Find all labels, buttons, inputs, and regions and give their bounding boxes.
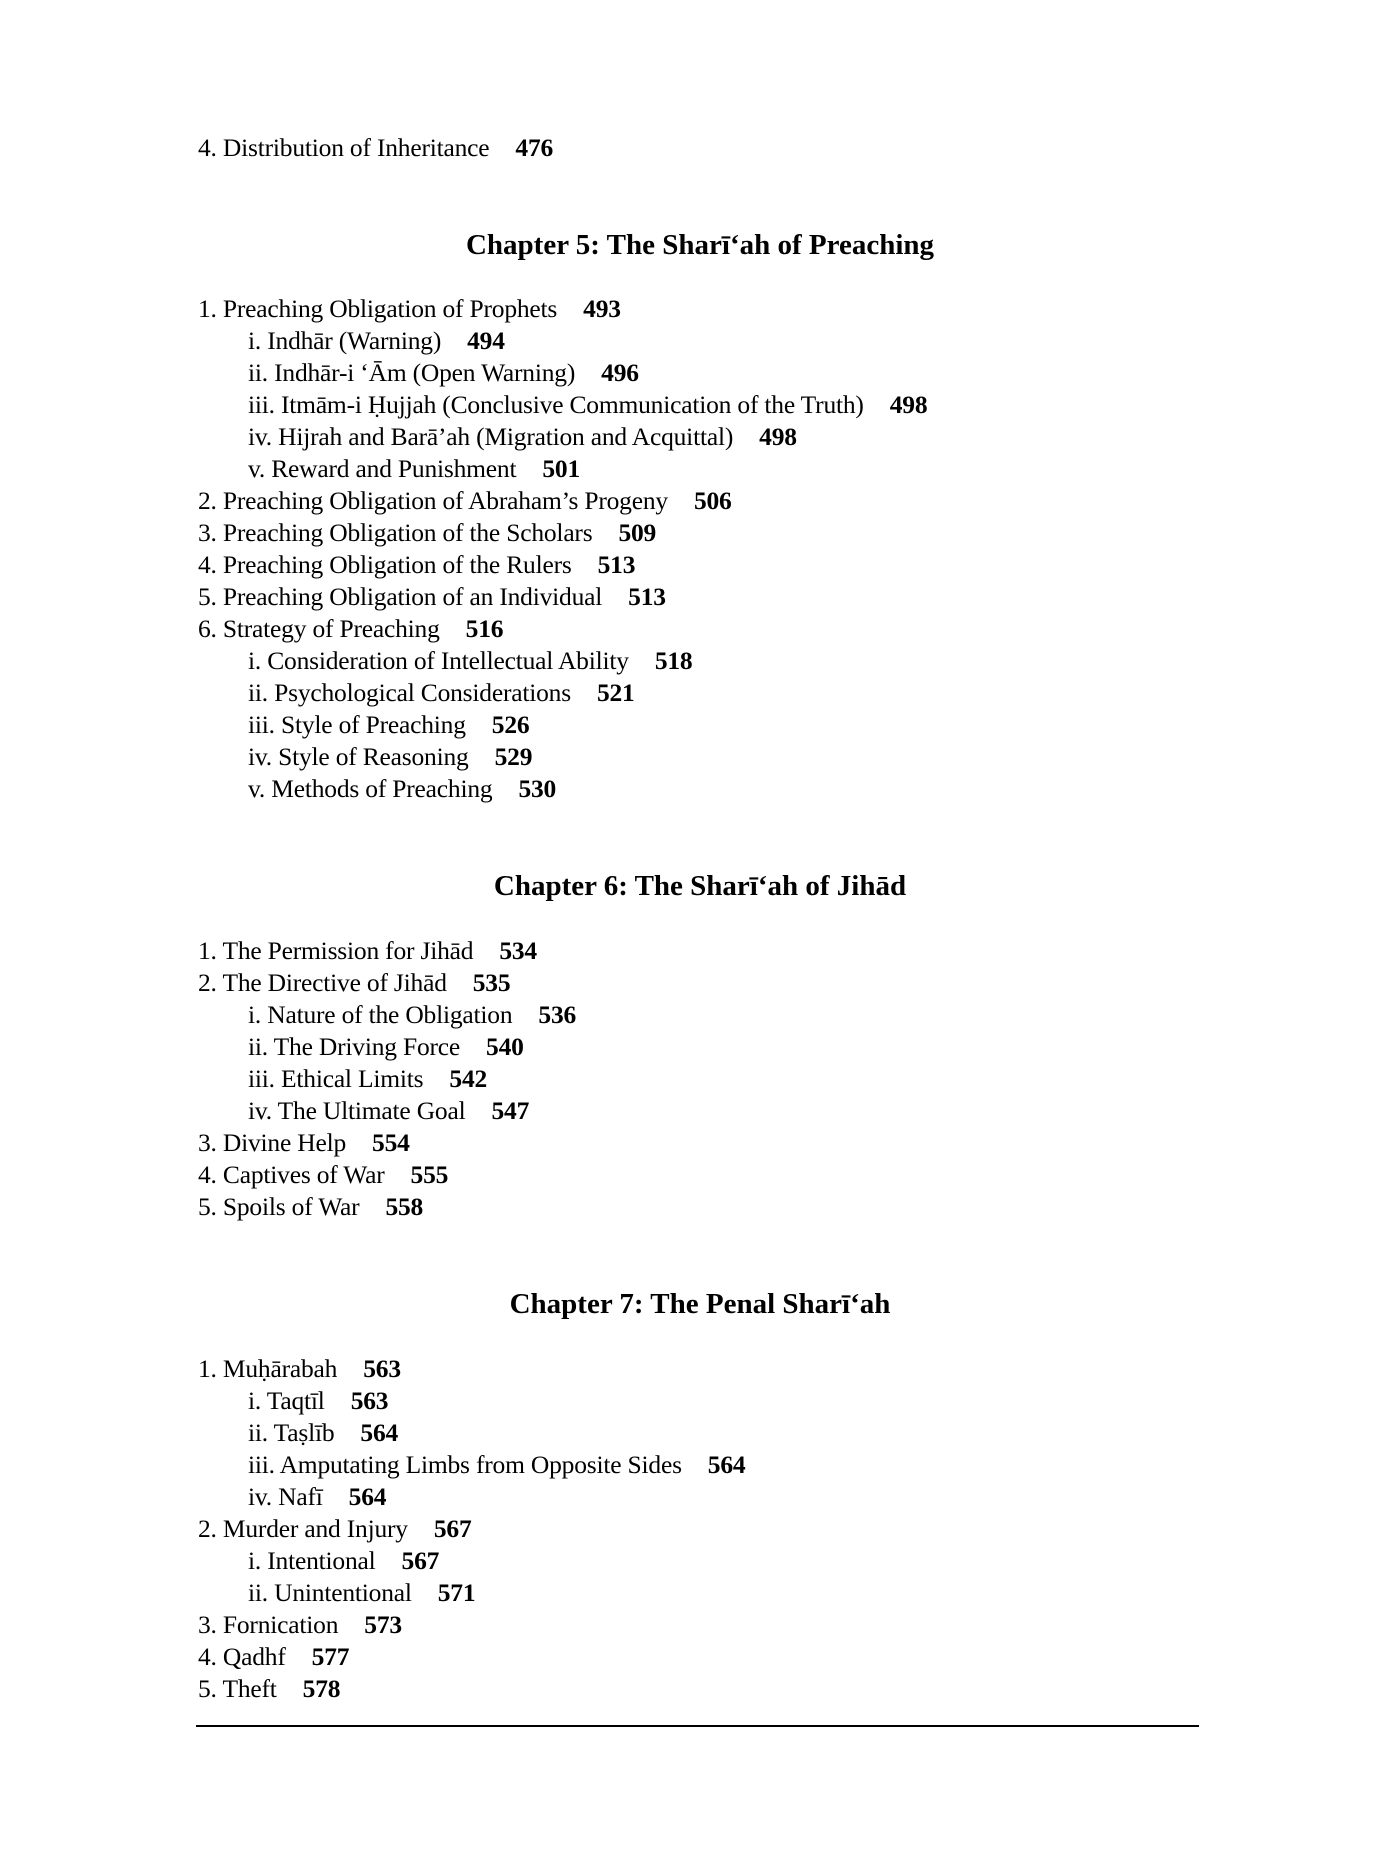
entry-label: iii. Amputating Limbs from Opposite Sides [248, 1450, 682, 1479]
entry-page: 540 [486, 1032, 524, 1061]
entry-page: 498 [889, 390, 928, 419]
entry-page: 578 [302, 1674, 341, 1703]
entry-label: i. Intentional [248, 1546, 376, 1575]
entry-page: 577 [311, 1642, 350, 1671]
entry-page: 529 [494, 742, 533, 771]
toc-entry [198, 485, 732, 517]
entry-page: 536 [538, 1000, 577, 1029]
entry-page: 563 [363, 1354, 401, 1383]
entry-page: 509 [618, 518, 657, 547]
toc-entry [198, 613, 503, 645]
entry-label: ii. Taṣlīb [248, 1418, 335, 1447]
toc-entry [198, 1513, 472, 1545]
entry-page: 513 [597, 550, 636, 579]
toc-subentry [248, 1481, 386, 1513]
chapter-heading: Chapter 5: The Sharī‘ah of Preaching [465, 229, 935, 261]
toc-entry [198, 1159, 448, 1191]
entry-label: 6. Strategy of Preaching [198, 614, 440, 643]
entry-page: 571 [437, 1578, 476, 1607]
toc-entry [198, 132, 553, 164]
entry-page: 476 [515, 133, 554, 162]
entry-label: 3. Fornication [198, 1610, 339, 1639]
toc-subentry [248, 741, 532, 773]
entry-label: 2. Murder and Injury [198, 1514, 408, 1543]
toc-entry [198, 293, 621, 325]
entry-page: 555 [410, 1160, 449, 1189]
toc-entry [198, 1609, 402, 1641]
toc-entry [198, 581, 666, 613]
toc-subentry [248, 999, 576, 1031]
entry-label: 3. Divine Help [198, 1128, 347, 1157]
entry-page: 526 [491, 710, 530, 739]
entry-page: 573 [364, 1610, 402, 1639]
entry-label: iv. Nafī [248, 1482, 323, 1511]
toc-subentry [248, 773, 556, 805]
entry-label: i. Taqtīl [248, 1386, 325, 1415]
entry-page: 547 [491, 1096, 530, 1125]
toc-subentry [248, 325, 505, 357]
entry-label: i. Nature of the Obligation [248, 1000, 513, 1029]
entry-page: 516 [465, 614, 504, 643]
entry-page: 506 [693, 486, 732, 515]
entry-label: v. Reward and Punishment [248, 454, 517, 483]
toc-entry [198, 549, 635, 581]
entry-label: iii. Ethical Limits [248, 1064, 424, 1093]
toc-entry [198, 967, 510, 999]
entry-page: 554 [372, 1128, 410, 1157]
chapter-heading: Chapter 6: The Sharī‘ah of Jihād [493, 870, 907, 902]
toc-subentry [248, 709, 529, 741]
entry-label: i. Indhār (Warning) [248, 326, 442, 355]
entry-page: 542 [449, 1064, 488, 1093]
toc-subentry [248, 357, 639, 389]
toc-subentry [248, 645, 692, 677]
toc-entry [198, 935, 537, 967]
entry-label: 5. Theft [198, 1674, 277, 1703]
toc-subentry [248, 1095, 529, 1127]
entry-label: ii. Unintentional [248, 1578, 412, 1607]
footer-rule [196, 1725, 1199, 1727]
entry-page: 530 [518, 774, 557, 803]
entry-label: v. Methods of Preaching [248, 774, 493, 803]
entry-label: 4. Preaching Obligation of the Rulers [198, 550, 572, 579]
entry-label: ii. Indhār-i ‘Ām (Open Warning) [248, 358, 576, 387]
toc-subentry [248, 453, 580, 485]
entry-page: 564 [348, 1482, 387, 1511]
entry-page: 567 [401, 1546, 440, 1575]
entry-label: 2. Preaching Obligation of Abraham’s Progeny [198, 486, 668, 515]
entry-label: 3. Preaching Obligation of the Scholars [198, 518, 593, 547]
toc-subentry [248, 1063, 487, 1095]
entry-label: 1. Preaching Obligation of Prophets [198, 294, 558, 323]
toc-entry [198, 1127, 410, 1159]
entry-page: 518 [654, 646, 693, 675]
entry-page: 498 [759, 422, 797, 451]
toc-entry [198, 1641, 349, 1673]
toc-entry [198, 517, 656, 549]
entry-label: ii. Psychological Considerations [248, 678, 571, 707]
toc-subentry [248, 1385, 388, 1417]
toc-entry [198, 1673, 340, 1705]
entry-page: 558 [385, 1192, 424, 1221]
toc-subentry [248, 421, 797, 453]
toc-subentry [248, 1449, 745, 1481]
toc-subentry [248, 1577, 475, 1609]
entry-label: 4. Distribution of Inheritance [198, 133, 490, 162]
entry-page: 513 [628, 582, 666, 611]
entry-label: ii. The Driving Force [248, 1032, 461, 1061]
toc-subentry [248, 389, 927, 421]
toc-subentry [248, 1031, 524, 1063]
entry-page: 567 [433, 1514, 472, 1543]
toc-entry [198, 1353, 401, 1385]
toc-subentry [248, 1545, 439, 1577]
entry-page: 535 [472, 968, 511, 997]
entry-label: 5. Preaching Obligation of an Individual [198, 582, 603, 611]
toc-entry [198, 1191, 423, 1223]
entry-label: iv. Hijrah and Barā’ah (Migration and Acquittal) [248, 422, 734, 451]
entry-label: 1. Muḥārabah [198, 1354, 338, 1383]
toc-subentry [248, 1417, 398, 1449]
entry-label: i. Consideration of Intellectual Ability [248, 646, 629, 675]
entry-page: 496 [601, 358, 639, 387]
entry-label: iii. Itmām-i Ḥujjah (Conclusive Communication of the Truth) [248, 390, 864, 419]
entry-label: 4. Captives of War [198, 1160, 385, 1189]
entry-page: 493 [583, 294, 621, 323]
entry-page: 494 [467, 326, 505, 355]
entry-page: 501 [542, 454, 580, 483]
entry-label: iv. Style of Reasoning [248, 742, 469, 771]
entry-label: iii. Style of Preaching [248, 710, 466, 739]
entry-page: 564 [360, 1418, 399, 1447]
entry-label: iv. The Ultimate Goal [248, 1096, 466, 1125]
entry-page: 564 [707, 1450, 746, 1479]
entry-label: 1. The Permission for Jihād [198, 936, 474, 965]
entry-page: 521 [596, 678, 635, 707]
entry-label: 4. Qadhf [198, 1642, 286, 1671]
toc-subentry [248, 677, 635, 709]
entry-page: 563 [350, 1386, 389, 1415]
chapter-heading: Chapter 7: The Penal Sharī‘ah [509, 1288, 891, 1320]
entry-label: 5. Spoils of War [198, 1192, 360, 1221]
entry-page: 534 [499, 936, 537, 965]
entry-label: 2. The Directive of Jihād [198, 968, 447, 997]
